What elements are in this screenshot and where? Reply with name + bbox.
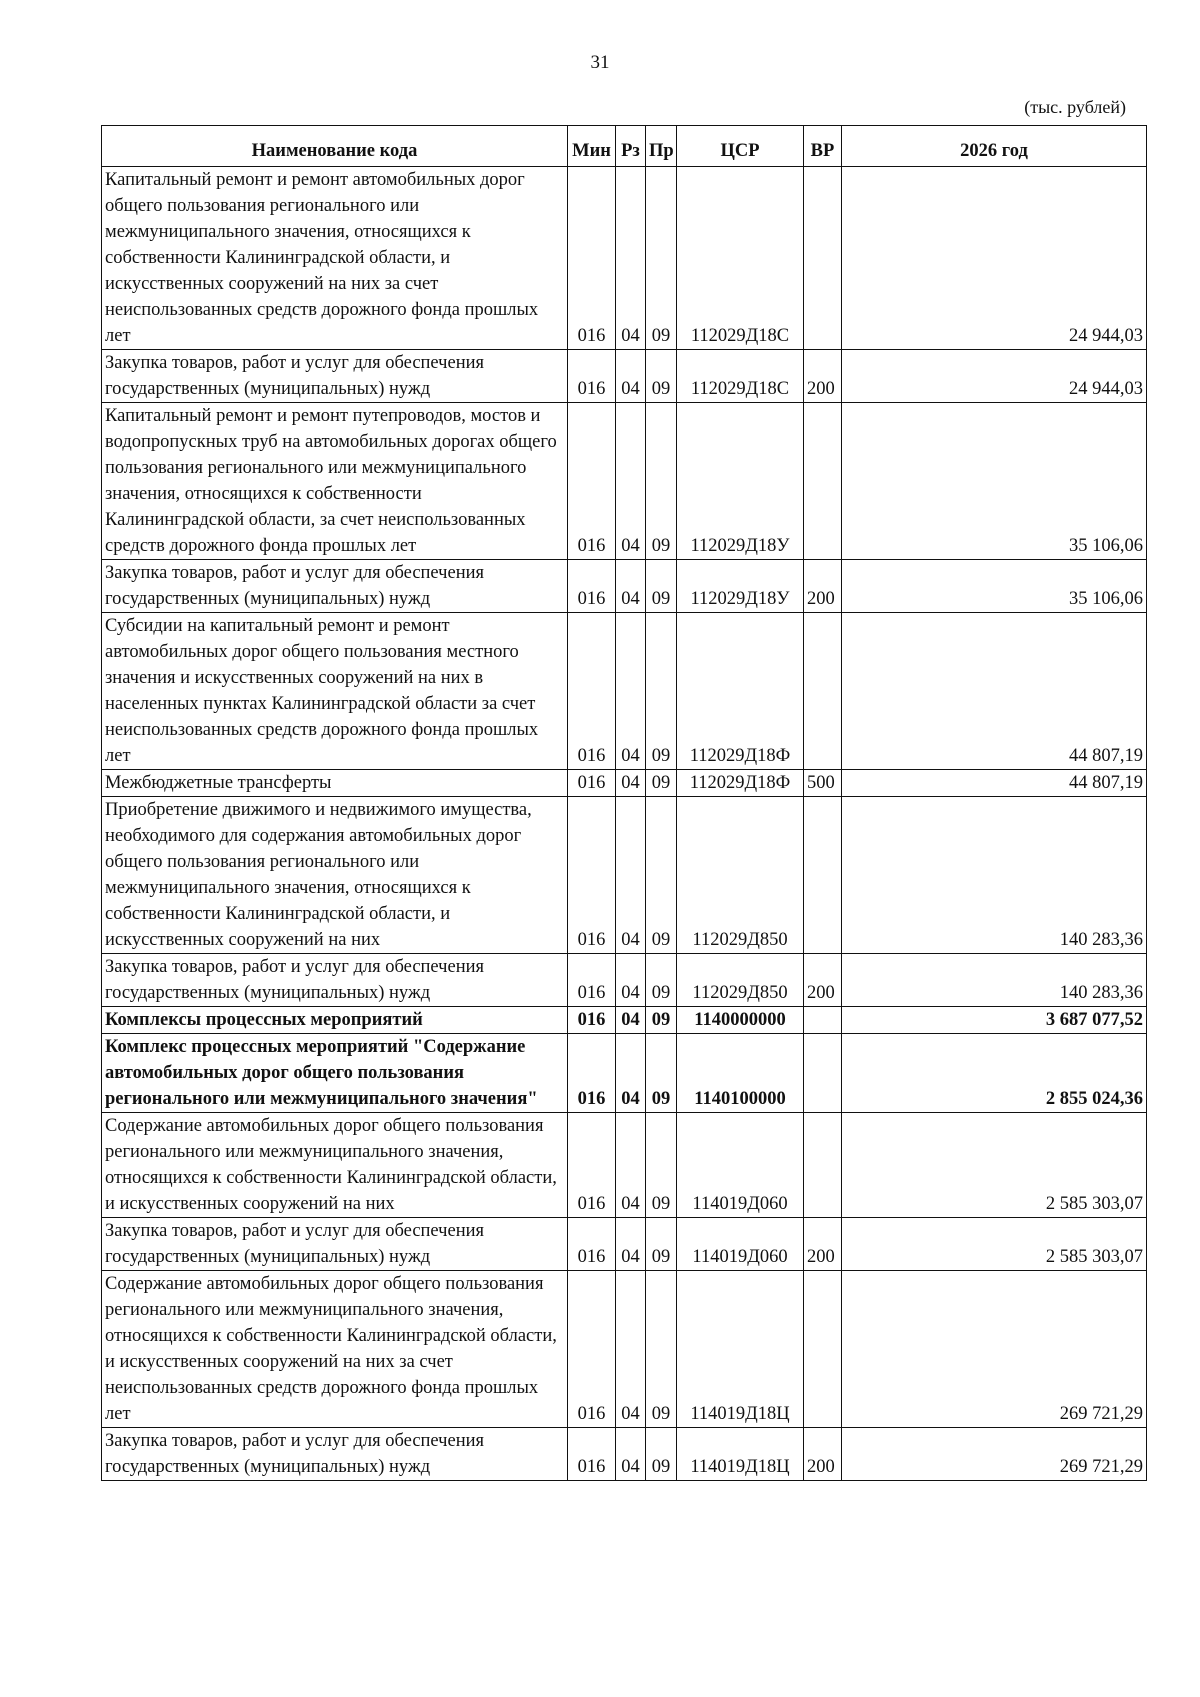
cell-vr: [804, 1113, 842, 1218]
cell-pr: 09: [646, 1428, 677, 1481]
cell-csr: 112029Д18Ф: [677, 770, 804, 797]
cell-min: 016: [568, 1113, 616, 1218]
cell-pr: 09: [646, 613, 677, 770]
table-row: [102, 1113, 1147, 1218]
cell-csr: 1140100000: [677, 1034, 804, 1113]
cell-min: 016: [568, 350, 616, 403]
cell-vr: 200: [804, 560, 842, 613]
table-row: [102, 1034, 1147, 1113]
cell-name: Содержание автомобильных дорог общего пользования регионального или межмуниципального значения, относящихся к собственности Калининградской области, и искусственных сооружений на них за счет неиспользованных средств дорожного фонда прошлых лет: [102, 1271, 568, 1428]
cell-name: Закупка товаров, работ и услуг для обеспечения государственных (муниципальных) нужд: [102, 1218, 568, 1271]
cell-min: 016: [568, 1271, 616, 1428]
cell-amount: 140 283,36: [842, 797, 1147, 954]
cell-vr: [804, 1007, 842, 1034]
cell-amount: 35 106,06: [842, 560, 1147, 613]
cell-min: 016: [568, 403, 616, 560]
cell-csr: 114019Д18Ц: [677, 1271, 804, 1428]
units-note: (тыс. рублей): [1024, 97, 1126, 117]
cell-vr: 200: [804, 954, 842, 1007]
cell-amount: 140 283,36: [842, 954, 1147, 1007]
cell-csr: 112029Д18У: [677, 403, 804, 560]
cell-name: Закупка товаров, работ и услуг для обеспечения государственных (муниципальных) нужд: [102, 350, 568, 403]
header-vr: ВР: [804, 126, 842, 167]
cell-name: Капитальный ремонт и ремонт путепроводов, мостов и водопропускных труб на автомобильных дорогах общего пользования регионального или межмуниципального значения, относящихся к собственности Калининградской области, за счет неиспользованных средств дорожного фонда прошлых лет: [102, 403, 568, 560]
cell-min: 016: [568, 797, 616, 954]
cell-name: Комплекс процессных мероприятий "Содержание автомобильных дорог общего пользования регионального или межмуниципального значения": [102, 1034, 568, 1113]
cell-vr: [804, 1034, 842, 1113]
cell-csr: 1140000000: [677, 1007, 804, 1034]
cell-amount: 2 585 303,07: [842, 1218, 1147, 1271]
cell-min: 016: [568, 954, 616, 1007]
cell-amount: 2 585 303,07: [842, 1113, 1147, 1218]
cell-pr: 09: [646, 403, 677, 560]
cell-pr: 09: [646, 770, 677, 797]
cell-vr: [804, 613, 842, 770]
cell-csr: 114019Д18Ц: [677, 1428, 804, 1481]
cell-amount: 3 687 077,52: [842, 1007, 1147, 1034]
page-number: 31: [590, 52, 610, 73]
cell-min: 016: [568, 770, 616, 797]
cell-amount: 44 807,19: [842, 770, 1147, 797]
cell-vr: 200: [804, 1218, 842, 1271]
header-csr: ЦСР: [677, 126, 804, 167]
cell-name: Приобретение движимого и недвижимого имущества, необходимого для содержания автомобильных дорог общего пользования регионального или межмуниципального значения, относящихся к собственности Калининградской области, и искусственных сооружений на них: [102, 797, 568, 954]
cell-min: 016: [568, 560, 616, 613]
cell-rz: 04: [616, 770, 646, 797]
cell-name: Межбюджетные трансферты: [102, 770, 568, 797]
table-row: [102, 613, 1147, 770]
cell-min: 016: [568, 613, 616, 770]
header-min: Мин: [568, 126, 616, 167]
cell-rz: 04: [616, 1218, 646, 1271]
table-row: [102, 1218, 1147, 1271]
cell-csr: 112029Д850: [677, 954, 804, 1007]
cell-rz: 04: [616, 613, 646, 770]
cell-name: Закупка товаров, работ и услуг для обеспечения государственных (муниципальных) нужд: [102, 1428, 568, 1481]
table-row: [102, 797, 1147, 954]
cell-rz: 04: [616, 350, 646, 403]
table-row: [102, 560, 1147, 613]
cell-name: Комплексы процессных мероприятий: [102, 1007, 568, 1034]
cell-pr: 09: [646, 1034, 677, 1113]
cell-name: Капитальный ремонт и ремонт автомобильных дорог общего пользования регионального или межмуниципального значения, относящихся к собственности Калининградской области, и искусственных сооружений на них за счет неиспользованных средств дорожного фонда прошлых лет: [102, 167, 568, 350]
cell-csr: 112029Д18У: [677, 560, 804, 613]
cell-rz: 04: [616, 797, 646, 954]
cell-min: 016: [568, 1218, 616, 1271]
cell-vr: [804, 1271, 842, 1428]
cell-pr: 09: [646, 954, 677, 1007]
cell-amount: 44 807,19: [842, 613, 1147, 770]
cell-name: Закупка товаров, работ и услуг для обеспечения государственных (муниципальных) нужд: [102, 954, 568, 1007]
cell-pr: 09: [646, 1271, 677, 1428]
cell-pr: 09: [646, 560, 677, 613]
cell-vr: 200: [804, 1428, 842, 1481]
cell-rz: 04: [616, 1271, 646, 1428]
cell-vr: 500: [804, 770, 842, 797]
header-rz: Рз: [616, 126, 646, 167]
table-body: [102, 167, 1147, 1481]
cell-pr: 09: [646, 1113, 677, 1218]
cell-vr: 200: [804, 350, 842, 403]
cell-min: 016: [568, 167, 616, 350]
cell-csr: 114019Д060: [677, 1113, 804, 1218]
cell-name: Субсидии на капитальный ремонт и ремонт автомобильных дорог общего пользования местного значения и искусственных сооружений на них в населенных пунктах Калининградской области за счет неиспользованных средств дорожного фонда прошлых лет: [102, 613, 568, 770]
cell-pr: 09: [646, 1007, 677, 1034]
cell-amount: 24 944,03: [842, 167, 1147, 350]
cell-vr: [804, 403, 842, 560]
cell-pr: 09: [646, 797, 677, 954]
cell-min: 016: [568, 1428, 616, 1481]
cell-rz: 04: [616, 1007, 646, 1034]
cell-amount: 35 106,06: [842, 403, 1147, 560]
cell-pr: 09: [646, 350, 677, 403]
cell-min: 016: [568, 1034, 616, 1113]
header-year: 2026 год: [842, 126, 1147, 167]
cell-vr: [804, 167, 842, 350]
table-row: [102, 403, 1147, 560]
cell-rz: 04: [616, 403, 646, 560]
cell-rz: 04: [616, 1113, 646, 1218]
table-row: [102, 1428, 1147, 1481]
cell-pr: 09: [646, 167, 677, 350]
table-row: [102, 167, 1147, 350]
cell-rz: 04: [616, 560, 646, 613]
table-row: [102, 1271, 1147, 1428]
cell-pr: 09: [646, 1218, 677, 1271]
cell-rz: 04: [616, 954, 646, 1007]
budget-table: [101, 125, 1147, 1481]
table-row: [102, 1007, 1147, 1034]
cell-csr: 112029Д850: [677, 797, 804, 954]
cell-amount: 24 944,03: [842, 350, 1147, 403]
cell-name: Закупка товаров, работ и услуг для обеспечения государственных (муниципальных) нужд: [102, 560, 568, 613]
cell-name: Содержание автомобильных дорог общего пользования регионального или межмуниципального значения, относящихся к собственности Калининградской области, и искусственных сооружений на них: [102, 1113, 568, 1218]
cell-csr: 112029Д18С: [677, 350, 804, 403]
header-name: Наименование кода: [102, 126, 568, 167]
cell-amount: 2 855 024,36: [842, 1034, 1147, 1113]
cell-rz: 04: [616, 1034, 646, 1113]
cell-csr: 114019Д060: [677, 1218, 804, 1271]
table-header-row: [102, 126, 1147, 167]
cell-rz: 04: [616, 167, 646, 350]
cell-csr: 112029Д18С: [677, 167, 804, 350]
cell-amount: 269 721,29: [842, 1271, 1147, 1428]
cell-vr: [804, 797, 842, 954]
cell-amount: 269 721,29: [842, 1428, 1147, 1481]
table-row: [102, 770, 1147, 797]
cell-min: 016: [568, 1007, 616, 1034]
cell-csr: 112029Д18Ф: [677, 613, 804, 770]
table-row: [102, 350, 1147, 403]
table-row: [102, 954, 1147, 1007]
cell-rz: 04: [616, 1428, 646, 1481]
header-pr: Пр: [646, 126, 677, 167]
